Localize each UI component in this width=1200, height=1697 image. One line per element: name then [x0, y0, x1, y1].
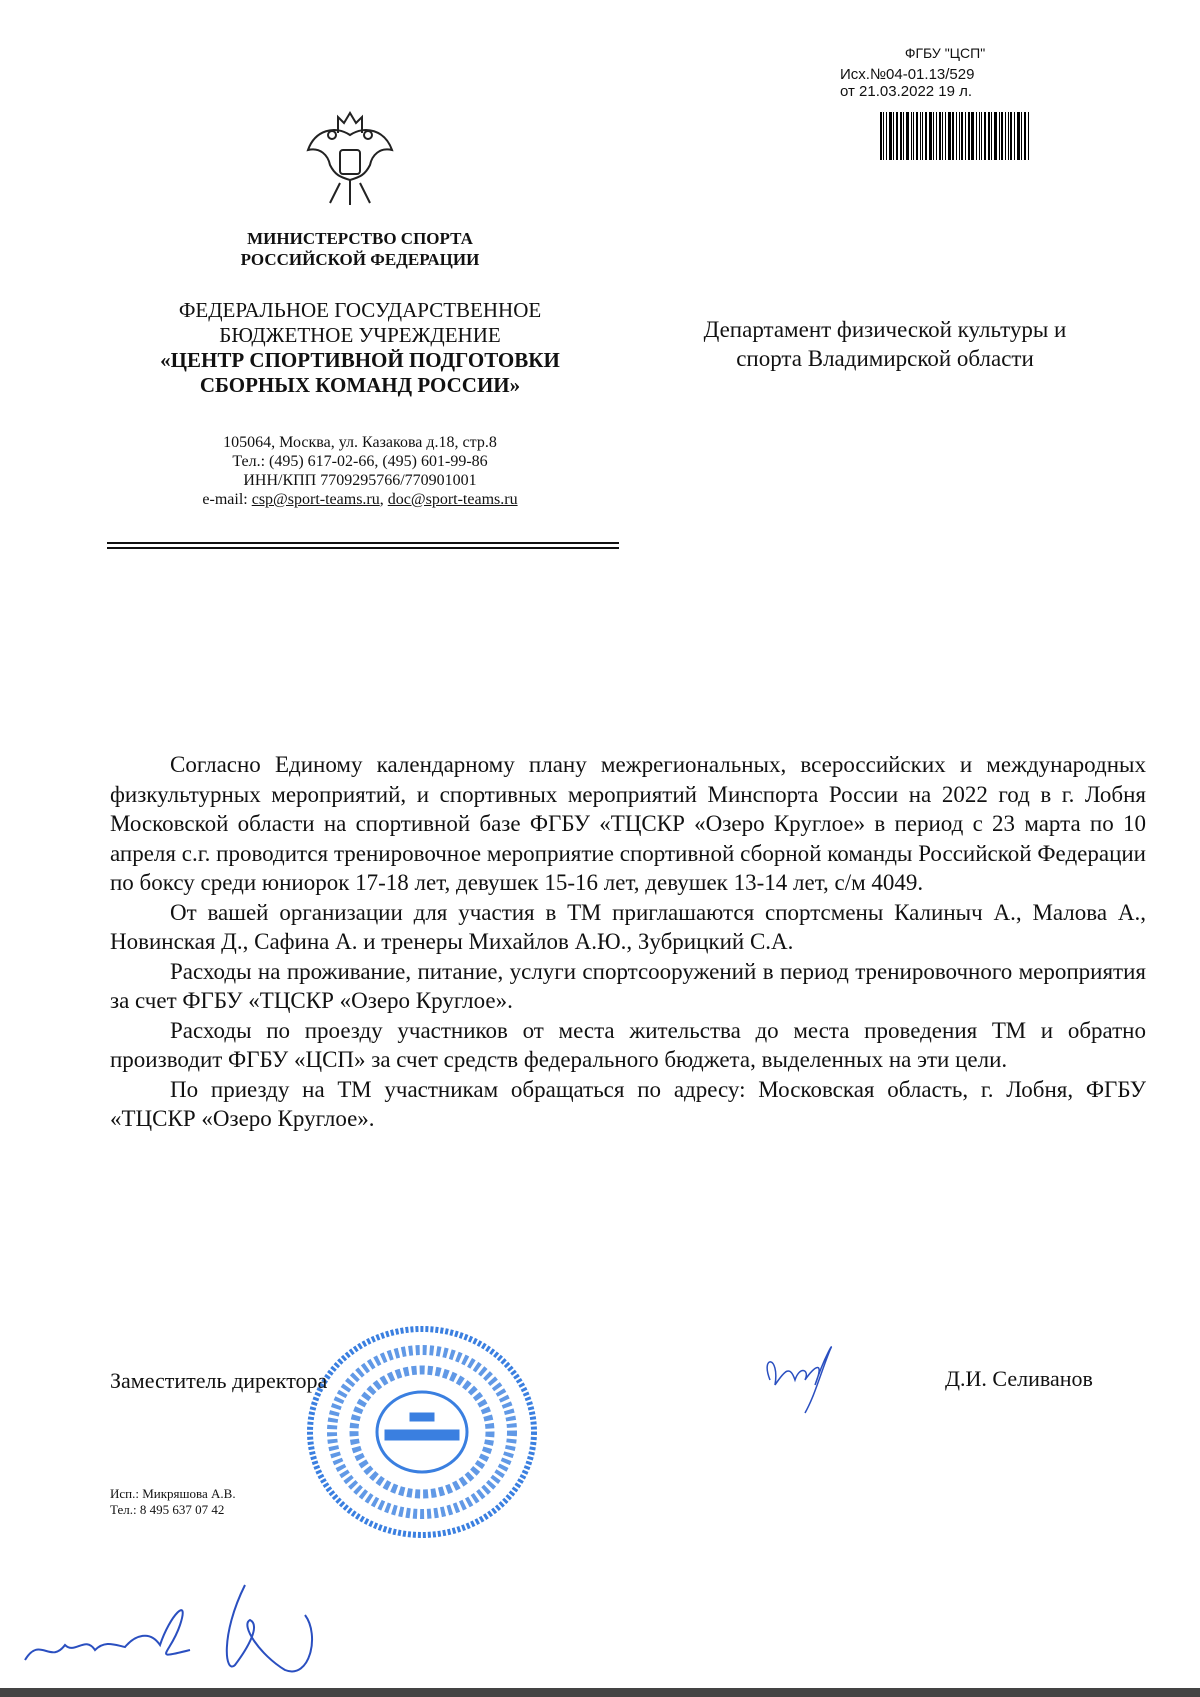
barcode-bar	[920, 112, 921, 160]
email-link-doc[interactable]: doc@sport-teams.ru	[387, 491, 518, 508]
institution-name-line: «ЦЕНТР СПОРТИВНОЙ ПОДГОТОВКИ	[160, 348, 560, 372]
barcode-bar	[1014, 112, 1015, 160]
registration-number: Исх.№04-01.13/529	[840, 66, 975, 83]
contacts	[110, 433, 610, 509]
barcode-bar	[913, 112, 914, 160]
registration-block	[840, 45, 1040, 100]
barcode-bar	[968, 112, 970, 160]
barcode-bar	[939, 112, 941, 160]
letter-body	[110, 750, 1146, 1134]
barcode-bar	[991, 112, 992, 160]
email-link-csp[interactable]: csp@sport-teams.ru	[251, 491, 380, 508]
barcode-bar	[1001, 112, 1003, 160]
barcode-bar	[961, 112, 963, 160]
institution-type-line: ФЕДЕРАЛЬНОЕ ГОСУДАРСТВЕННОЕ	[178, 298, 542, 322]
barcode-bar	[1024, 112, 1026, 160]
barcode-bar	[994, 112, 997, 160]
executor-info	[110, 1486, 236, 1518]
inn-kpp: ИНН/КПП 7709295766/770901001	[243, 472, 477, 489]
barcode-bar	[999, 112, 1000, 160]
barcode-bar	[1010, 112, 1012, 160]
signatory-name: Д.И. Селиванов	[945, 1366, 1093, 1391]
coat-of-arms-icon	[300, 105, 400, 210]
barcode-bar	[976, 112, 977, 160]
paragraph: От вашей организации для участия в ТМ приглашаются спортсмены Калиныч А., Малова А., Новинская Д., Сафина А. и тренеры Михайлов А.Ю., Зубрицкий С.А.	[110, 899, 1146, 954]
barcode-bar	[922, 112, 923, 160]
barcode-bar	[889, 112, 892, 160]
barcode-bar	[906, 112, 909, 160]
ministry-name	[150, 228, 570, 270]
barcode-bar	[916, 112, 918, 160]
barcode-bar	[971, 112, 974, 160]
addressee	[640, 315, 1130, 373]
barcode-bar	[893, 112, 894, 160]
handwritten-signature-icon	[20, 1575, 350, 1685]
barcode-bar	[936, 112, 937, 160]
institution-name	[110, 298, 610, 398]
barcode-bar	[883, 112, 884, 160]
signatory-title: Заместитель директора	[110, 1368, 328, 1393]
barcode-bar	[956, 112, 957, 160]
barcode	[880, 112, 1030, 160]
barcode-bar	[929, 112, 932, 160]
institution-type-line: БЮДЖЕТНОЕ УЧРЕЖДЕНИЕ	[219, 323, 501, 347]
paragraph: Расходы на проживание, питание, услуги спортсооружений в период тренировочного мероприятия за счет ФГБУ «ТЦСКР «Озеро Круглое».	[110, 958, 1146, 1013]
barcode-bar	[1017, 112, 1020, 160]
registration-date: от 21.03.2022 19 л.	[840, 83, 973, 100]
barcode-bar	[1021, 112, 1022, 160]
barcode-bar	[945, 112, 946, 160]
barcode-bar	[1028, 112, 1029, 160]
barcode-bar	[942, 112, 943, 160]
barcode-bar	[948, 112, 951, 160]
barcode-bar	[981, 112, 982, 160]
barcode-bar	[903, 112, 904, 160]
barcode-bar	[911, 112, 912, 160]
barcode-bar	[896, 112, 898, 160]
barcode-bar	[900, 112, 902, 160]
email-label: e-mail:	[202, 491, 252, 508]
institution-name-line: СБОРНЫХ КОМАНД РОССИИ»	[199, 373, 521, 397]
barcode-bar	[1005, 112, 1006, 160]
paragraph: Расходы по проезду участников от места жительства до места проведения ТМ и обратно производит ФГБУ «ЦСП» за счет средств федерального бюджета, выделенных на эти цели.	[110, 1017, 1146, 1072]
barcode-bar	[979, 112, 980, 160]
divider	[107, 542, 619, 544]
official-stamp-icon	[305, 1325, 540, 1540]
scan-edge	[0, 1688, 1200, 1697]
registration-org: ФГБУ "ЦСП"	[904, 45, 986, 61]
barcode-bar	[988, 112, 990, 160]
signature-icon	[755, 1335, 855, 1415]
address: 105064, Москва, ул. Казакова д.18, стр.8	[223, 434, 497, 451]
barcode-bar	[886, 112, 887, 160]
email-separator: ,	[379, 491, 388, 508]
barcode-bar	[959, 112, 960, 160]
email-line	[110, 490, 610, 509]
barcode-bar	[1008, 112, 1009, 160]
addressee-line: спорта Владимирской области	[736, 346, 1034, 371]
barcode-bar	[984, 112, 986, 160]
executor-name: Исп.: Микряшова А.В.	[110, 1486, 236, 1501]
executor-phone: Тел.: 8 495 637 07 42	[110, 1502, 225, 1517]
barcode-bar	[952, 112, 954, 160]
barcode-bar	[925, 112, 927, 160]
paragraph: По приезду на ТМ участникам обращаться по адресу: Московская область, г. Лобня, ФГБУ «ТЦСКР «Озеро Круглое».	[110, 1076, 1146, 1131]
phone: Тел.: (495) 617-02-66, (495) 601-99-86	[232, 453, 488, 470]
paragraph: Согласно Единому календарному плану межрегиональных, всероссийских и международных физкультурных мероприятий, и спортивных мероприятий Минспорта России на 2022 год в г. Лобня Московской области на спортивной базе ФГБУ «ТЦСКР «Озеро Круглое» в период с 23 марта по 10 апреля с.г. проводится тренировочное мероприятие спортивной сборной команды Российской Федерации по боксу среди юниорок 17-18 лет, девушек 15-16 лет, девушек 13-14 лет, с/м 4049.	[110, 752, 1146, 895]
addressee-line: Департамент физической культуры и	[703, 317, 1067, 342]
ministry-line: МИНИСТЕРСТВО СПОРТА	[247, 229, 473, 248]
barcode-bar	[965, 112, 966, 160]
barcode-bar	[933, 112, 934, 160]
ministry-line: РОССИЙСКОЙ ФЕДЕРАЦИИ	[240, 250, 480, 269]
barcode-bar	[880, 112, 882, 160]
divider	[107, 547, 619, 549]
